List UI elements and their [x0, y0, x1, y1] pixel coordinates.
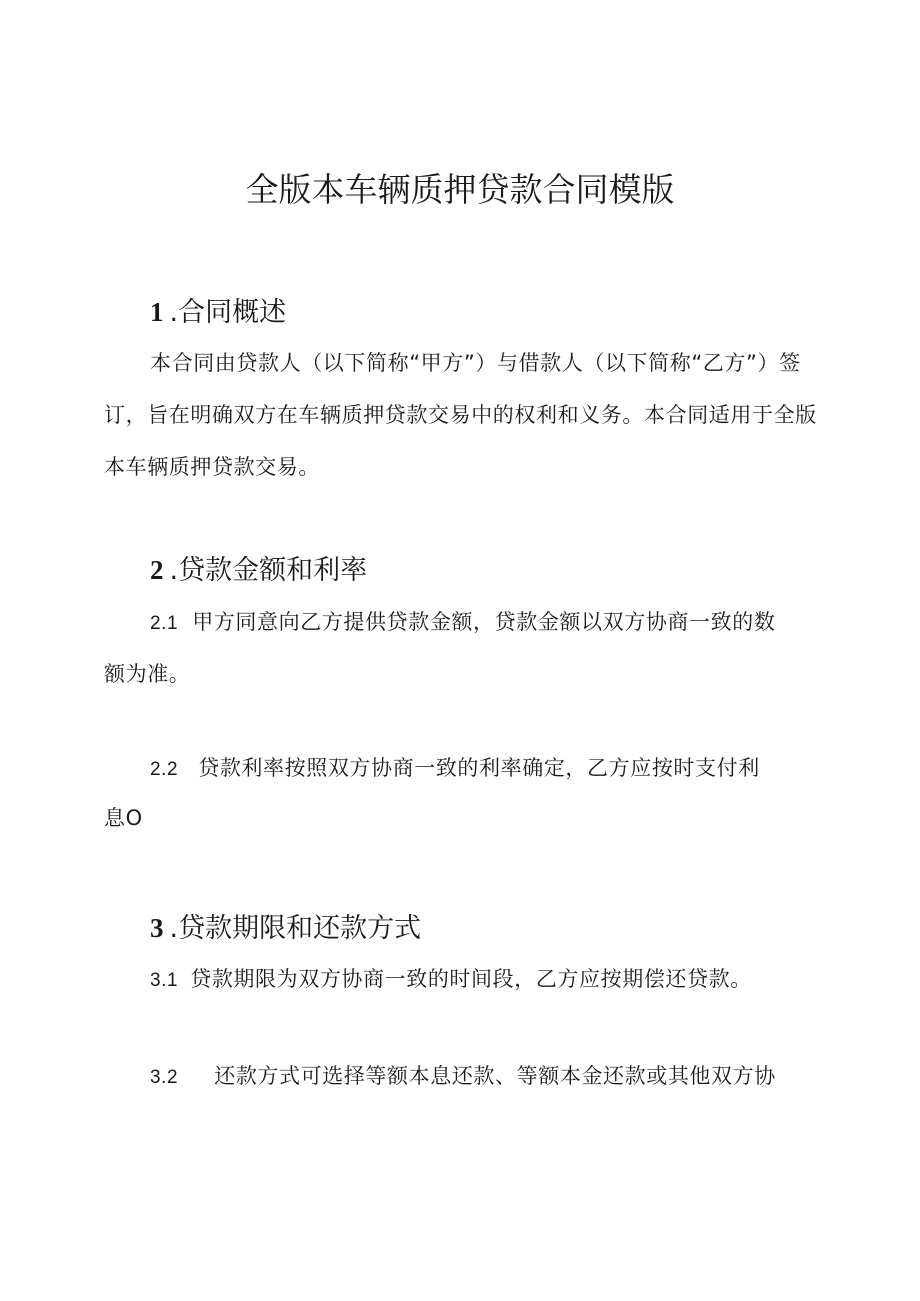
clause-2-2-continuation: 息O — [104, 806, 143, 830]
section-heading-text: .贷款期限和还款方式 — [169, 913, 422, 944]
section-1-body: 本合同由贷款人（以下简称“甲方”）与借款人（以下简称“乙方”）签订，旨在明确双方在车辆质押贷款交易中的权利和义务。本合同适用于全版本车辆质押贷款交易。 — [104, 351, 817, 479]
section-3-heading — [150, 910, 421, 947]
section-2-heading — [150, 552, 367, 589]
clause-number: 2.1 — [150, 613, 179, 634]
section-number: 2 — [150, 555, 164, 585]
section-heading-text: .合同概述 — [169, 297, 287, 328]
section-number: 3 — [150, 913, 164, 943]
clause-2-2 — [104, 742, 820, 796]
clause-3-1 — [104, 953, 820, 1007]
clause-2-1-continuation: 额为准。 — [104, 662, 191, 686]
clause-2-1 — [104, 596, 820, 650]
clause-number: 3.2 — [150, 1067, 179, 1088]
clause-text: 还款方式可选择等额本息还款、等额本金还款或其他双方协 — [214, 1064, 776, 1088]
document-title: 全版本车辆质押贷款合同模版 — [245, 170, 675, 209]
clause-number: 3.1 — [150, 970, 179, 991]
clause-text: 甲方同意向乙方提供贷款金额，贷款金额以双方协商一致的数 — [192, 610, 776, 634]
clause-text: 贷款期限为双方协商一致的时间段，乙方应按期偿还贷款。 — [190, 967, 752, 991]
section-heading-text: .贷款金额和利率 — [169, 555, 368, 586]
clause-text: 贷款利率按照双方协商一致的利率确定，乙方应按时支付利 — [198, 756, 760, 780]
clause-number: 2.2 — [150, 759, 179, 780]
section-1-heading — [150, 294, 286, 331]
section-number: 1 — [150, 297, 164, 327]
clause-3-2 — [104, 1050, 820, 1104]
